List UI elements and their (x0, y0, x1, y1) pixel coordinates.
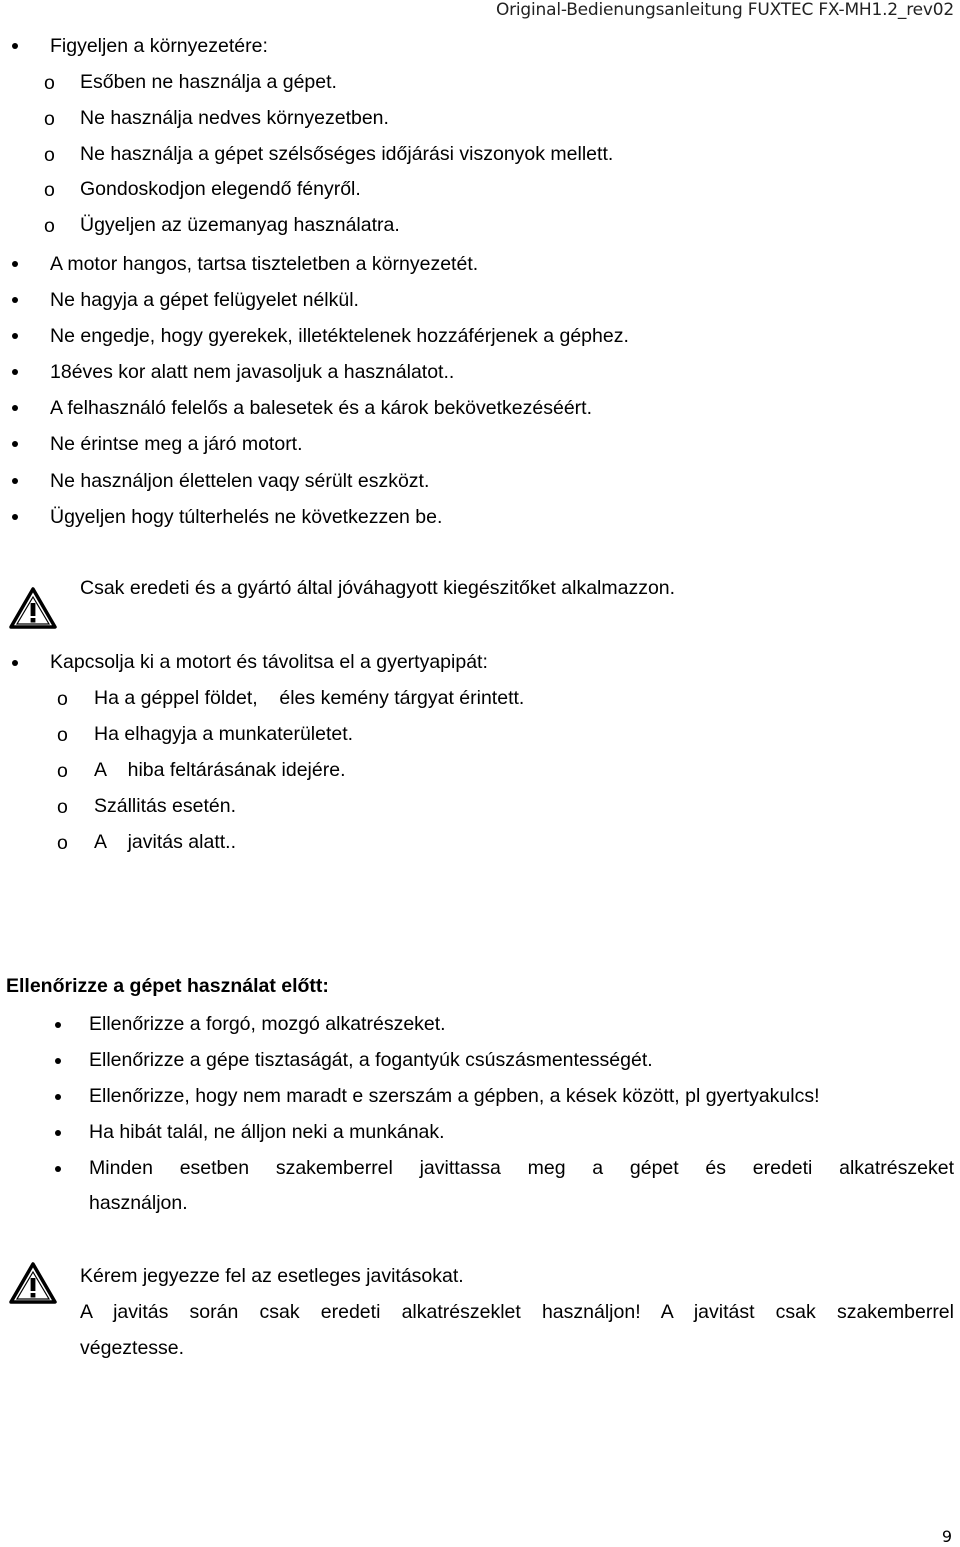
bullet-icon (55, 1094, 61, 1100)
list-item: Ha hibát talál, ne álljon neki a munkának. (89, 1121, 445, 1143)
bullet-icon (55, 1058, 61, 1064)
circle-bullet-icon: o (57, 796, 68, 818)
list-item: Ügyeljen hogy túlterhelés ne következzen be. (50, 506, 443, 528)
bullet-icon (55, 1130, 61, 1136)
warning-text: Kérem jegyezze fel az esetleges javitásokat. (80, 1265, 464, 1287)
list-item: A javitás alatt.. (94, 831, 236, 853)
warning-triangle-icon (8, 586, 58, 630)
bullet-icon (55, 1166, 61, 1172)
list-item: Ne használja a gépet szélsőséges időjárási viszonyok mellett. (80, 143, 614, 165)
page-number: 9 (941, 1527, 952, 1546)
stop-title: Kapcsolja ki a motort és távolitsa el a gyertyapipát: (50, 651, 488, 673)
warning-text: Csak eredeti és a gyártó által jóváhagyott kiegészitőket alkalmazzon. (80, 577, 676, 599)
list-item: Ha elhagyja a munkaterületet. (94, 723, 354, 745)
bullet-icon (12, 514, 18, 520)
circle-bullet-icon: o (57, 724, 68, 746)
list-item: A felhasználó felelős a balesetek és a károk bekövetkezéséért. (50, 397, 592, 419)
bullet-icon (12, 261, 18, 267)
circle-bullet-icon: o (44, 108, 55, 130)
circle-bullet-icon: o (44, 144, 55, 166)
circle-bullet-icon: o (57, 688, 68, 710)
bullet-icon (12, 660, 18, 666)
list-item-continuation: használjon. (89, 1192, 188, 1214)
list-item: Ne engedje, hogy gyerekek, illetéktelenek hozzáférjenek a géphez. (50, 325, 629, 347)
list-item: Minden esetben szakemberrel javittassa meg a gépet és eredeti alkatrészeket (89, 1157, 954, 1179)
list-item: Ellenőrizze a forgó, mozgó alkatrészeket. (89, 1013, 446, 1035)
list-item: Ha a géppel földet, éles kemény tárgyat érintett. (94, 687, 525, 709)
circle-bullet-icon: o (44, 72, 55, 94)
list-item: Ne érintse meg a járó motort. (50, 433, 303, 455)
list-item: Ellenőrizze, hogy nem maradt e szerszám a gépben, a kések között, pl gyertyakulcs! (89, 1085, 820, 1107)
bullet-icon (12, 333, 18, 339)
bullet-icon (12, 478, 18, 484)
warning-text: A javitás során csak eredeti alkatrészeklet használjon! A javitást csak szakemberrel (80, 1301, 954, 1323)
list-item: Ügyeljen az üzemanyag használatra. (80, 214, 400, 236)
environment-title: Figyeljen a környezetére: (50, 35, 268, 57)
bullet-icon (12, 441, 18, 447)
circle-bullet-icon: o (57, 760, 68, 782)
list-item: Ne használjon élettelen vaqy sérült eszközt. (50, 470, 430, 492)
list-item: Szállitás esetén. (94, 795, 236, 817)
list-item: 18éves kor alatt nem javasoljuk a használatot.. (50, 361, 455, 383)
circle-bullet-icon: o (44, 179, 55, 201)
bullet-icon (12, 369, 18, 375)
warning-triangle-icon (8, 1261, 58, 1305)
section-heading: Ellenőrizze a gépet használat előtt: (6, 975, 329, 997)
list-item: A motor hangos, tartsa tiszteletben a környezetét. (50, 253, 479, 275)
bullet-icon (55, 1022, 61, 1028)
list-item: Gondoskodjon elegendő fényről. (80, 178, 361, 200)
list-item: Ne használja nedves környezetben. (80, 107, 389, 129)
bullet-icon (12, 297, 18, 303)
warning-text: végeztesse. (80, 1337, 185, 1359)
page-header: Original-Bedienungsanleitung FUXTEC FX-MH1.2_rev02 (495, 0, 954, 20)
list-item: Esőben ne használja a gépet. (80, 71, 337, 93)
list-item: Ellenőrizze a gépe tisztaságát, a fogantyúk csúszásmentességét. (89, 1049, 653, 1071)
bullet-icon (12, 43, 18, 49)
list-item: Ne hagyja a gépet felügyelet nélkül. (50, 289, 359, 311)
circle-bullet-icon: o (44, 215, 55, 237)
list-item: A hiba feltárásának idejére. (94, 759, 346, 781)
bullet-icon (12, 405, 18, 411)
circle-bullet-icon: o (57, 832, 68, 854)
